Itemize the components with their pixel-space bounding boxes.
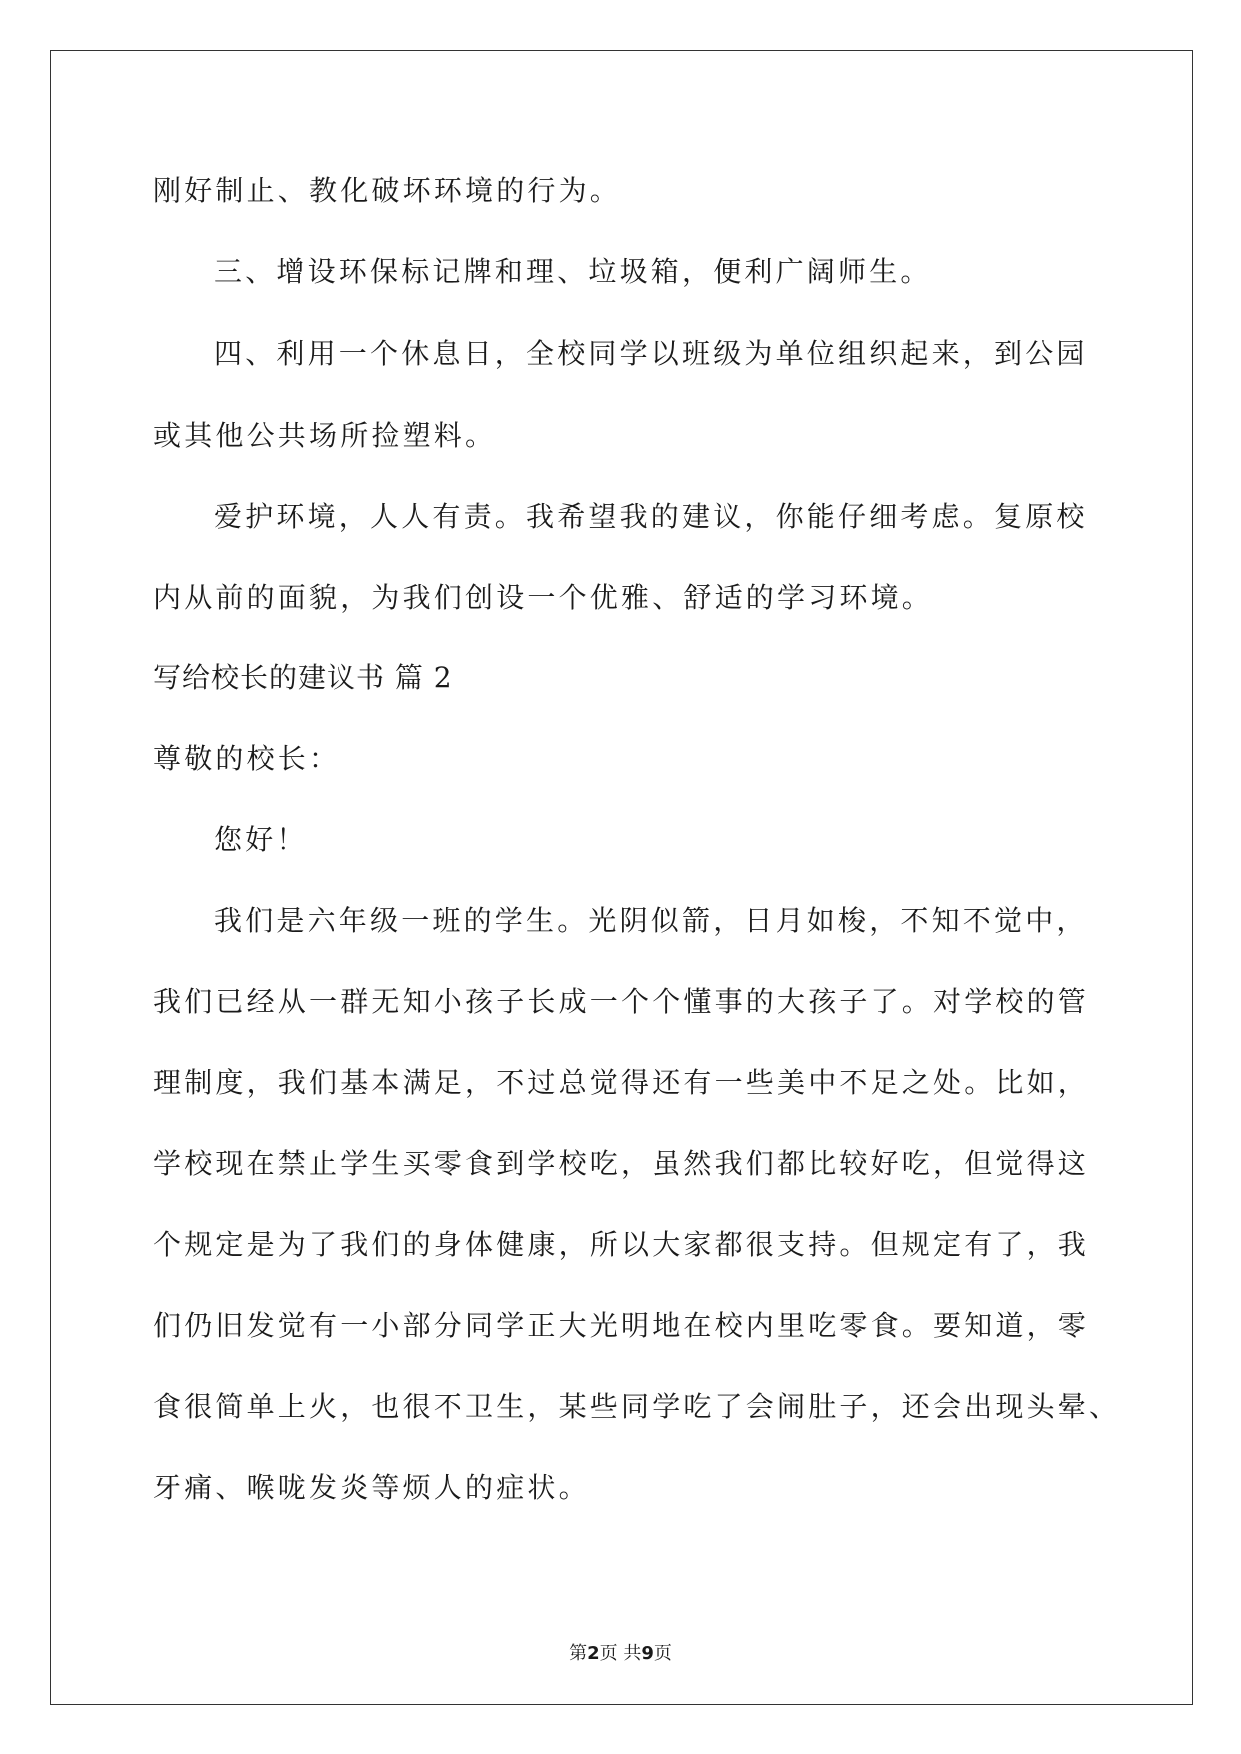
total-page-number: 9 [641,1643,654,1664]
page-prefix: 第 [569,1643,588,1664]
text-line: 爱护环境，人人有责。我希望我的建议，你能仔细考虑。复原校 [214,500,1088,533]
text-line: 我们是六年级一班的学生。光阴似箭，日月如梭，不知不觉中， [214,904,1088,937]
text-line: 食很简单上火，也很不卫生，某些同学吃了会闹肚子，还会出现头晕、 [153,1390,1121,1423]
page-border [50,50,1193,1705]
page-footer [0,1642,1241,1666]
current-page-number: 2 [587,1643,600,1664]
text-line: 我们已经从一群无知小孩子长成一个个懂事的大孩子了。对学校的管 [153,985,1090,1018]
text-line: 们仍旧发觉有一小部分同学正大光明地在校内里吃零食。要知道，零 [153,1309,1090,1342]
section-heading: 写给校长的建议书 篇 2 [153,661,453,694]
text-line: 学校现在禁止学生买零食到学校吃，虽然我们都比较好吃，但觉得这 [153,1147,1090,1180]
text-line: 内从前的面貌，为我们创设一个优雅、舒适的学习环境。 [153,581,934,614]
text-line: 或其他公共场所捡塑料。 [153,419,497,452]
text-line: 理制度，我们基本满足，不过总觉得还有一些美中不足之处。比如， [153,1066,1090,1099]
text-line: 牙痛、喉咙发炎等烦人的症状。 [153,1471,590,1504]
text-line: 个规定是为了我们的身体健康，所以大家都很支持。但规定有了，我 [153,1228,1090,1261]
salutation: 尊敬的校长： [153,742,341,775]
page-suffix: 页 [653,1643,672,1664]
text-line: 三、增设环保标记牌和理、垃圾箱，便利广阔师生。 [214,255,932,288]
text-line: 四、利用一个休息日，全校同学以班级为单位组织起来，到公园 [214,337,1088,370]
text-line: 刚好制止、教化破坏环境的行为。 [153,174,622,207]
greeting: 您好！ [214,823,308,856]
page-mid: 页 共 [599,1643,642,1664]
